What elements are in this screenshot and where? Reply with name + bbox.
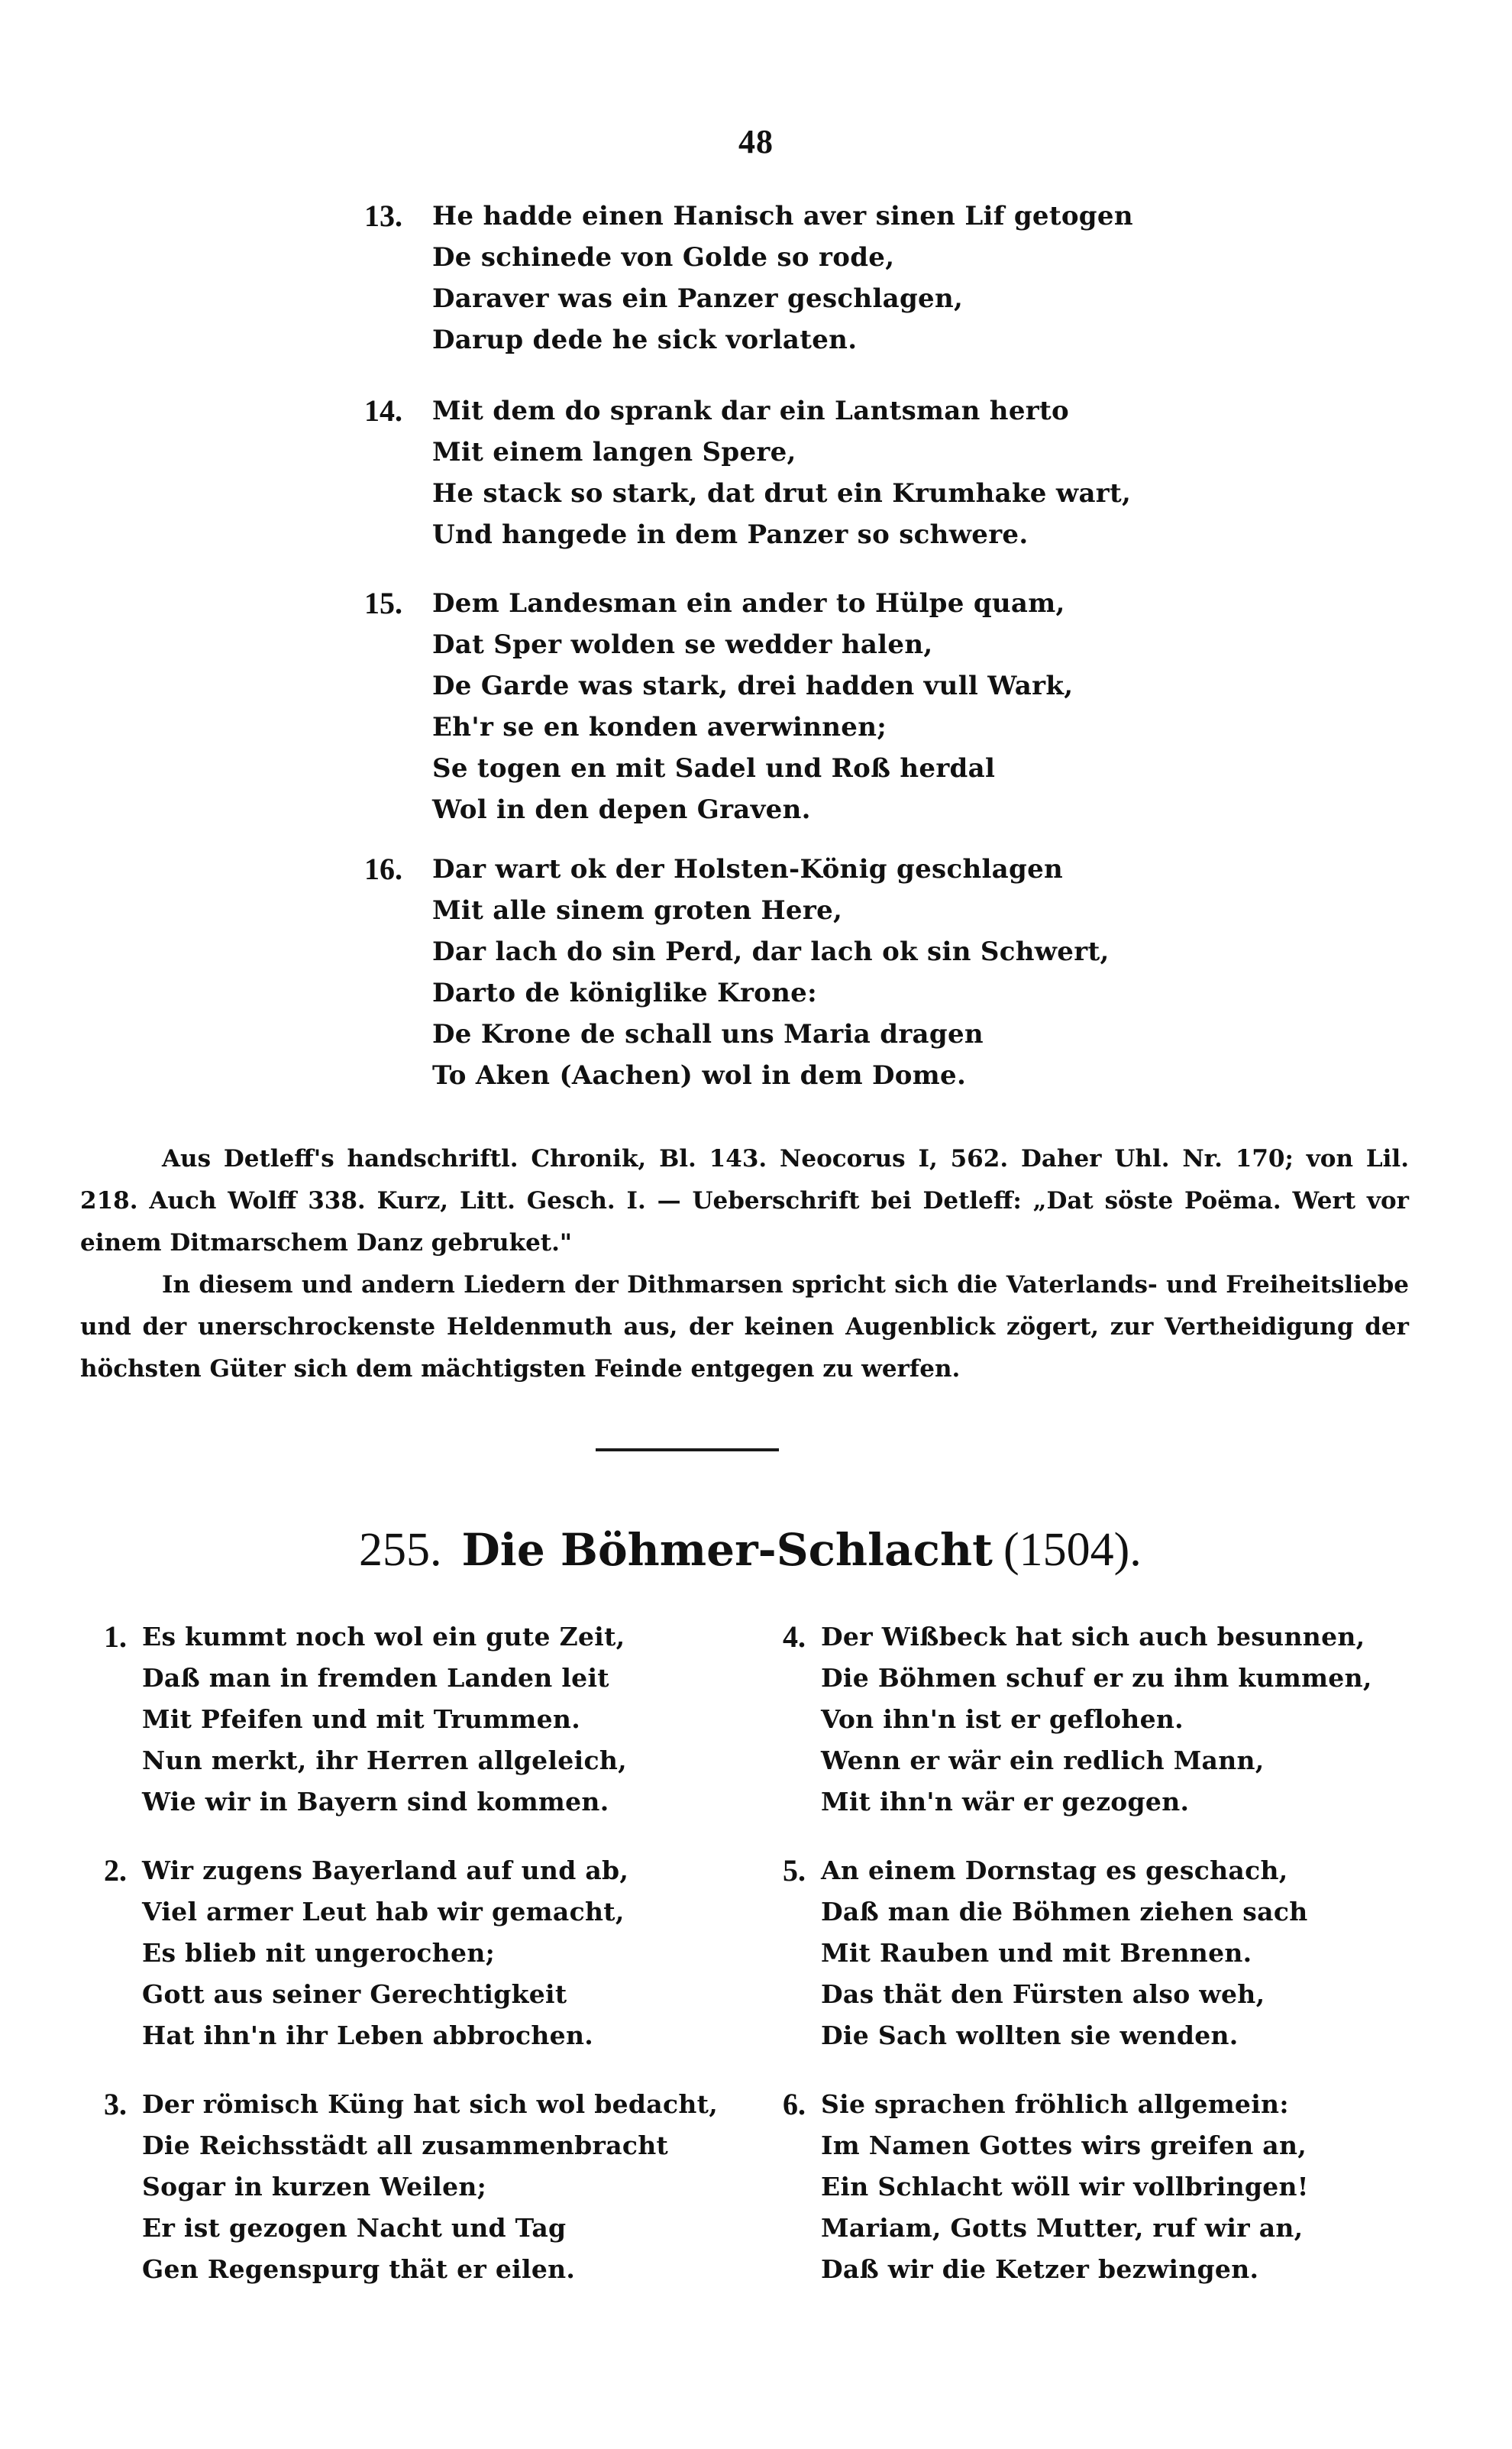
verse-line: Ein Schlacht wöll wir vollbringen! bbox=[821, 2172, 1309, 2202]
verse-line: Mit Rauben und mit Brennen. bbox=[821, 1938, 1252, 1968]
verse-line: Daraver was ein Panzer geschlagen, bbox=[432, 283, 964, 314]
page-number: 48 bbox=[738, 123, 774, 160]
verse-line: Die Böhmen schuf er zu ihm kummen, bbox=[821, 1663, 1372, 1693]
verse-line: De schinede von Golde so rode, bbox=[432, 242, 895, 273]
verse-line: Der römisch Küng hat sich wol bedacht, bbox=[142, 2089, 718, 2119]
stanza-2 bbox=[104, 1850, 761, 2056]
verse-line: De Krone de schall uns Maria dragen bbox=[432, 1019, 984, 1050]
stanza-13 bbox=[364, 196, 1133, 361]
stanza-number: 16. bbox=[364, 852, 402, 886]
verse-line: Mit einem langen Spere, bbox=[432, 437, 796, 467]
verse-line: Viel armer Leut hab wir gemacht, bbox=[142, 1897, 625, 1927]
verse-line: Daß man die Böhmen ziehen sach bbox=[821, 1897, 1308, 1927]
verse-line: He stack so stark, dat drut ein Krumhake wart, bbox=[432, 478, 1132, 509]
verse-line: Mit dem do sprank dar ein Lantsman herto bbox=[432, 396, 1069, 426]
verse-line: Wol in den depen Graven. bbox=[432, 794, 811, 825]
verse-line: Mit alle sinem groten Here, bbox=[432, 895, 843, 926]
verse-line: Dar lach do sin Perd, dar lach ok sin Schwert, bbox=[432, 937, 1110, 967]
stanza-15 bbox=[364, 583, 1073, 830]
source-note bbox=[80, 1138, 1409, 1390]
verse-line: Von ihn'n ist er geflohen. bbox=[821, 1704, 1184, 1734]
verse-line: Es kummt noch wol ein gute Zeit, bbox=[142, 1622, 625, 1652]
verse-line: Hat ihn'n ihr Leben abbrochen. bbox=[142, 2020, 594, 2050]
stanza-number: 6. bbox=[783, 2087, 806, 2121]
stanza-4 bbox=[783, 1616, 1439, 1823]
verse-line: Sie sprachen fröhlich allgemein: bbox=[821, 2089, 1289, 2119]
left-column bbox=[104, 1616, 761, 2318]
section-number: 255. bbox=[359, 1524, 442, 1576]
stanza-3 bbox=[104, 2084, 761, 2290]
stanza-number: 5. bbox=[783, 1853, 806, 1888]
source-citation: Aus Detleff's handschriftl. Chronik, Bl. 143. Neocorus I, 562. Daher Uhl. Nr. 170; von Lil. 218. Auch Wolff 338. Kurz, Litt. Gesch. I. — Ueberschrift bei Detleff: „Dat söste Poëma. Wert vor einem Ditmarschem Danz gebruket." bbox=[80, 1145, 1409, 1257]
verse-line: Darto de königlike Krone: bbox=[432, 978, 817, 1008]
verse-line: Darup dede he sick vorlaten. bbox=[432, 325, 858, 355]
verse-line: He hadde einen Hanisch aver sinen Lif getogen bbox=[432, 201, 1133, 231]
verse-line: Und hangede in dem Panzer so schwere. bbox=[432, 519, 1029, 550]
section-year: (1504). bbox=[1003, 1524, 1142, 1576]
stanza-16 bbox=[364, 849, 1110, 1096]
verse-line: Mit Pfeifen und mit Trummen. bbox=[142, 1704, 580, 1734]
stanza-6 bbox=[783, 2084, 1439, 2290]
verse-line: Gott aus seiner Gerechtigkeit bbox=[142, 1979, 567, 2009]
stanza-1 bbox=[104, 1616, 761, 1823]
verse-line: Die Sach wollten sie wenden. bbox=[821, 2020, 1239, 2050]
verse-line: An einem Dornstag es geschach, bbox=[821, 1855, 1288, 1885]
verse-line: Nun merkt, ihr Herren allgeleich, bbox=[142, 1745, 627, 1775]
stanza-number: 14. bbox=[364, 393, 402, 428]
verse-line: Die Reichsstädt all zusammenbracht bbox=[142, 2130, 669, 2160]
verse-line: Wenn er wär ein redlich Mann, bbox=[821, 1745, 1265, 1775]
section-divider bbox=[596, 1448, 779, 1451]
verse-line: Wir zugens Bayerland auf und ab, bbox=[142, 1855, 629, 1885]
verse-line: Sogar in kurzen Weilen; bbox=[142, 2172, 487, 2202]
verse-line: Es blieb nit ungerochen; bbox=[142, 1938, 496, 1968]
verse-line: Mit ihn'n wär er gezogen. bbox=[821, 1787, 1190, 1817]
stanza-number: 15. bbox=[364, 586, 402, 620]
verse-line: Er ist gezogen Nacht und Tag bbox=[142, 2213, 567, 2243]
verse-line: Gen Regenspurg thät er eilen. bbox=[142, 2254, 576, 2284]
verse-line: De Garde was stark, drei hadden vull Wark, bbox=[432, 671, 1074, 701]
stanza-number: 13. bbox=[364, 199, 402, 233]
verse-line: Dem Landesman ein ander to Hülpe quam, bbox=[432, 588, 1065, 619]
verse-line: Dar wart ok der Holsten-König geschlagen bbox=[432, 854, 1064, 885]
stanza-number: 4. bbox=[783, 1619, 806, 1654]
verse-line: Im Namen Gottes wirs greifen an, bbox=[821, 2130, 1307, 2160]
verse-line: Wie wir in Bayern sind kommen. bbox=[142, 1787, 609, 1817]
verse-line: To Aken (Aachen) wol in dem Dome. bbox=[432, 1060, 967, 1091]
stanza-number: 3. bbox=[104, 2087, 127, 2121]
verse-line: Mariam, Gotts Mutter, ruf wir an, bbox=[821, 2213, 1304, 2243]
stanza-number: 1. bbox=[104, 1619, 127, 1654]
section-heading bbox=[359, 1519, 1142, 1580]
verse-line: Der Wißbeck hat sich auch besunnen, bbox=[821, 1622, 1365, 1652]
verse-line: Daß wir die Ketzer bezwingen. bbox=[821, 2254, 1259, 2284]
verse-line: Eh'r se en konden averwinnen; bbox=[432, 712, 887, 742]
stanza-5 bbox=[783, 1850, 1439, 2056]
stanza-14 bbox=[364, 390, 1131, 555]
verse-line: Dat Sper wolden se wedder halen, bbox=[432, 629, 933, 660]
commentary: In diesem und andern Liedern der Dithmarsen spricht sich die Vaterlands- und Freiheitsliebe und der unerschrockenste Heldenmuth aus, der keinen Augenblick zögert, zur Vertheidigung der höchsten Güter sich dem mächtigsten Feinde entgegen zu werfen. bbox=[80, 1271, 1409, 1383]
verse-line: Se togen en mit Sadel und Roß herdal bbox=[432, 753, 996, 784]
verse-line: Daß man in fremden Landen leit bbox=[142, 1663, 609, 1693]
verse-line: Das thät den Fürsten also weh, bbox=[821, 1979, 1265, 2009]
right-column bbox=[783, 1616, 1439, 2318]
stanza-number: 2. bbox=[104, 1853, 127, 1888]
section-title: Die Böhmer-Schlacht bbox=[461, 1524, 993, 1576]
